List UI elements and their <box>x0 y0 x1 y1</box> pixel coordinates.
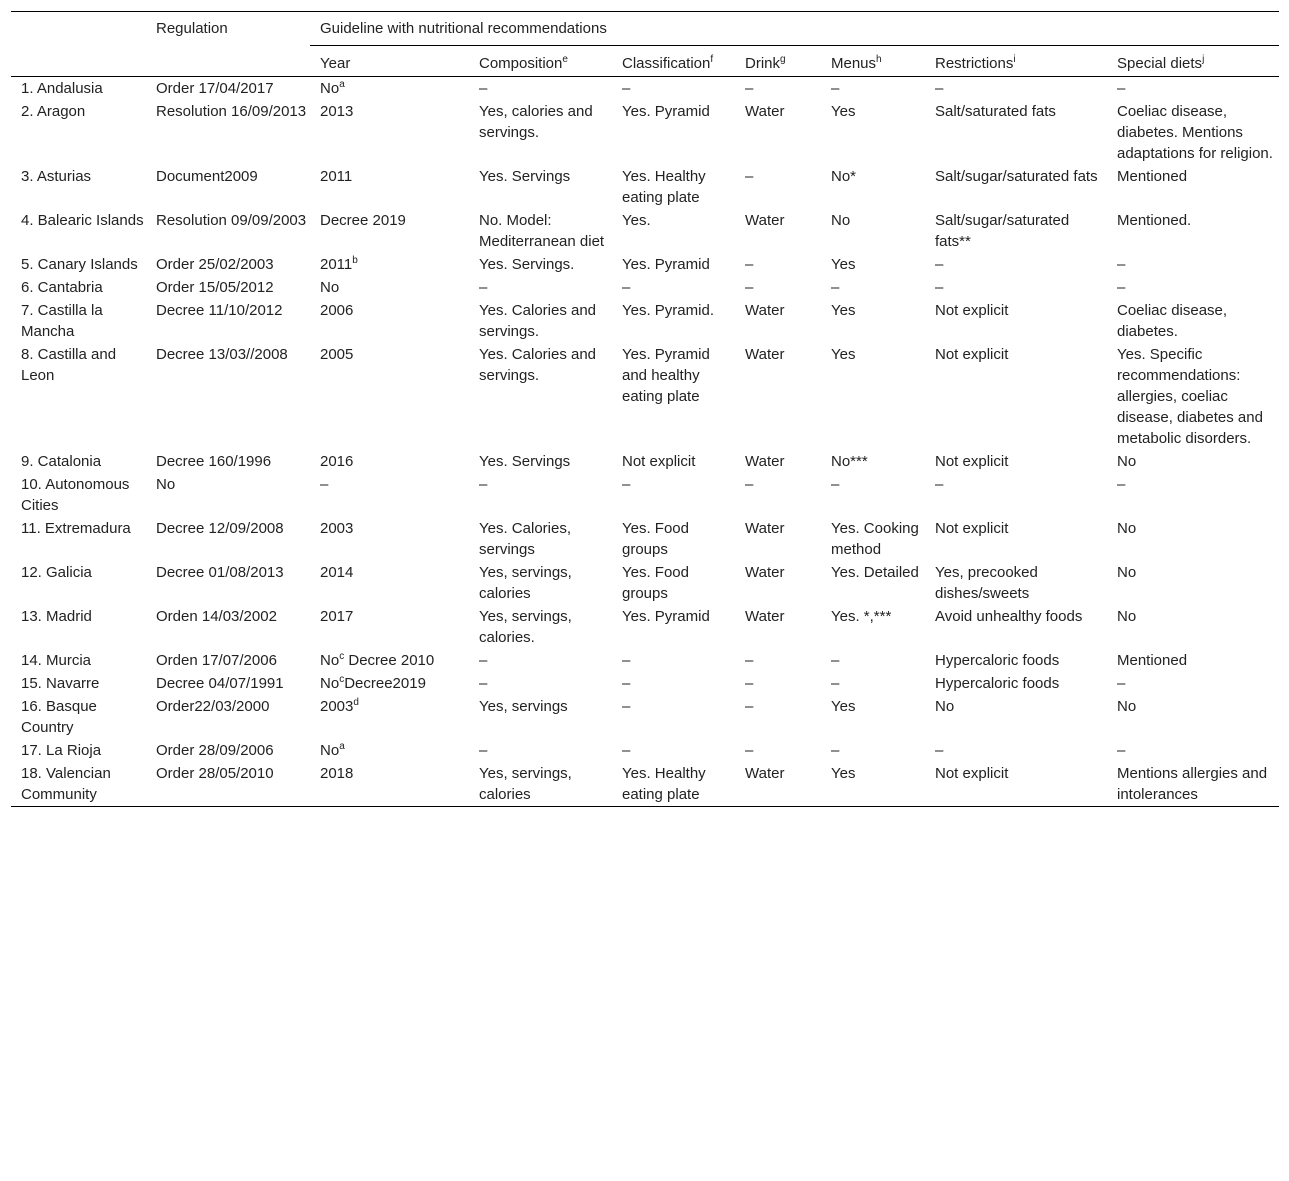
nutrition-regulation-table <box>11 11 1279 807</box>
column-header-label: Special diets <box>1117 55 1203 72</box>
cell-classification: – <box>622 476 631 493</box>
cell-restrictions: Not explicit <box>935 520 1009 537</box>
cell-special: Yes. Specific recommendations: allergies, coeliac disease, diabetes and metabolic disorders. <box>1117 346 1263 447</box>
cell-text: 2014 <box>320 564 354 581</box>
cell-year <box>310 209 469 253</box>
cell-composition: Yes. Servings <box>479 453 571 470</box>
cell-region: 12. Galicia <box>21 564 92 581</box>
cell-regulation: Order 15/05/2012 <box>156 279 274 296</box>
cell-menus: Yes <box>831 103 856 120</box>
cell-composition: Yes. Servings. <box>479 256 575 273</box>
cell-regulation: Resolution 09/09/2003 <box>156 212 307 229</box>
cell-classification: Yes. Healthy eating plate <box>612 762 735 807</box>
cell-menus: – <box>831 652 840 669</box>
cell-composition: – <box>479 279 488 296</box>
cell-classification: Yes. Food groups <box>622 520 689 558</box>
cell-regulation: Decree 01/08/2013 <box>156 564 284 581</box>
footnote-mark: g <box>780 54 786 65</box>
table-row <box>11 276 1279 299</box>
table-row <box>11 473 1279 517</box>
cell-special: No <box>1117 698 1137 715</box>
cell-restrictions: – <box>935 80 944 97</box>
cell-region: 1. Andalusia <box>21 80 103 97</box>
cell-special: Mentioned <box>1117 168 1188 185</box>
cell-text: 2018 <box>320 765 354 782</box>
cell-menus: Yes <box>821 762 925 807</box>
cell-regulation: Order 28/09/2006 <box>156 742 274 759</box>
cell-text: No <box>320 742 340 759</box>
column-header-composition <box>469 46 612 77</box>
cell-regulation: Order22/03/2000 <box>156 698 270 715</box>
cell-region: 2. Aragon <box>21 103 86 120</box>
cell-classification: Yes. Pyramid. <box>622 302 714 319</box>
cell-composition: Yes, servings, calories <box>469 762 612 807</box>
cell-text: 2003 <box>320 698 354 715</box>
cell-special: – <box>1117 476 1126 493</box>
cell-restrictions: Not explicit <box>925 762 1107 807</box>
cell-regulation: Decree 04/07/1991 <box>156 675 284 692</box>
footnote-mark: e <box>562 54 568 65</box>
cell-composition: Yes. Calories and servings. <box>479 302 597 340</box>
cell-year <box>310 739 469 762</box>
cell-drink: – <box>745 698 754 715</box>
cell-special: – <box>1117 279 1126 296</box>
cell-region: 13. Madrid <box>21 608 92 625</box>
cell-restrictions: Salt/sugar/saturated fats** <box>935 212 1070 250</box>
cell-classification: – <box>622 80 631 97</box>
column-header-label: Menus <box>831 55 877 72</box>
cell-regulation: Decree 13/03//2008 <box>156 346 288 363</box>
cell-special: Coeliac disease, diabetes. Mentions adaptations for religion. <box>1117 103 1273 162</box>
cell-year <box>310 299 469 343</box>
cell-restrictions: Salt/sugar/saturated fats <box>935 168 1098 185</box>
cell-region: 16. Basque Country <box>21 698 97 736</box>
cell-year <box>310 253 469 276</box>
cell-restrictions: – <box>935 279 944 296</box>
cell-drink: – <box>745 279 754 296</box>
cell-year <box>310 165 469 209</box>
cell-text: No <box>320 675 340 692</box>
cell-menus: Yes. Cooking method <box>831 520 919 558</box>
cell-region: 9. Catalonia <box>21 453 102 470</box>
column-header-label: Restrictions <box>935 55 1014 72</box>
cell-drink: – <box>745 80 754 97</box>
cell-menus: No*** <box>831 453 868 470</box>
cell-region: 11. Extremadura <box>21 520 131 537</box>
cell-drink: Water <box>735 762 821 807</box>
cell-menus: – <box>831 675 840 692</box>
cell-drink: – <box>745 675 754 692</box>
cell-drink: – <box>745 168 754 185</box>
cell-restrictions: No <box>935 698 955 715</box>
cell-year <box>310 561 469 605</box>
cell-text: No <box>320 80 340 97</box>
table-row <box>11 517 1279 561</box>
column-header-drink <box>735 46 821 77</box>
cell-text: No <box>320 279 340 296</box>
cell-composition: – <box>479 476 488 493</box>
table-row <box>11 77 1279 101</box>
column-header-label: Classification <box>622 55 711 72</box>
cell-regulation: Resolution 16/09/2013 <box>156 103 307 120</box>
column-header-classification <box>612 46 735 77</box>
cell-classification: Yes. Pyramid <box>622 103 710 120</box>
cell-restrictions: – <box>935 742 944 759</box>
cell-text: 2005 <box>320 346 354 363</box>
cell-special: – <box>1117 675 1126 692</box>
cell-region: 14. Murcia <box>21 652 92 669</box>
cell-drink: – <box>745 256 754 273</box>
cell-drink: – <box>745 742 754 759</box>
cell-restrictions: – <box>935 476 944 493</box>
footnote-mark: c <box>339 651 345 662</box>
cell-restrictions: Avoid unhealthy foods <box>935 608 1083 625</box>
cell-year <box>310 517 469 561</box>
cell-composition: – <box>479 742 488 759</box>
cell-classification: – <box>622 742 631 759</box>
cell-regulation: Decree 160/1996 <box>156 453 272 470</box>
cell-region: 17. La Rioja <box>21 742 102 759</box>
column-header-label: Year <box>320 55 351 72</box>
cell-menus: Yes. Detailed <box>831 564 919 581</box>
cell-composition: Yes, servings <box>479 698 568 715</box>
cell-composition: – <box>479 652 488 669</box>
cell-composition: – <box>479 80 488 97</box>
table-row <box>11 253 1279 276</box>
cell-special: No <box>1117 564 1137 581</box>
cell-region: 3. Asturias <box>21 168 92 185</box>
cell-classification: – <box>622 652 631 669</box>
cell-drink: – <box>745 476 754 493</box>
cell-menus: Yes <box>831 302 856 319</box>
empty-header-cell <box>11 12 146 46</box>
cell-menus: Yes. *,*** <box>831 608 892 625</box>
table-row <box>11 100 1279 165</box>
cell-text: No <box>320 652 340 669</box>
cell-year <box>310 450 469 473</box>
cell-restrictions: Salt/saturated fats <box>935 103 1056 120</box>
cell-year <box>310 473 469 517</box>
cell-year <box>310 649 469 672</box>
cell-special: – <box>1117 256 1126 273</box>
footnote-mark: h <box>876 54 882 65</box>
cell-classification: – <box>622 279 631 296</box>
cell-drink: Water <box>745 608 785 625</box>
cell-composition: – <box>479 675 488 692</box>
cell-composition: Yes, calories and servings. <box>479 103 593 141</box>
footnote-mark: c <box>339 674 345 685</box>
column-header-restrictions <box>925 46 1107 77</box>
column-header-special-diets <box>1107 46 1279 77</box>
cell-restrictions: Hypercaloric foods <box>935 675 1060 692</box>
cell-composition: No. Model: Mediterranean diet <box>479 212 605 250</box>
footnote-mark: a <box>339 79 345 90</box>
cell-drink: Water <box>745 453 785 470</box>
cell-restrictions: – <box>935 256 944 273</box>
cell-year <box>310 100 469 165</box>
cell-drink: Water <box>745 520 785 537</box>
cell-special: Coeliac disease, diabetes. <box>1117 302 1228 340</box>
table-row <box>11 605 1279 649</box>
cell-special: Mentions allergies and intolerances <box>1107 762 1279 807</box>
table-row <box>11 739 1279 762</box>
cell-special: No <box>1117 520 1137 537</box>
cell-year <box>310 672 469 695</box>
cell-regulation: Order 17/04/2017 <box>156 80 274 97</box>
cell-special: Mentioned <box>1117 652 1188 669</box>
guideline-header: Guideline with nutritional recommendations <box>310 12 1279 46</box>
cell-restrictions: Not explicit <box>935 453 1009 470</box>
cell-classification: Yes. Food groups <box>622 564 689 602</box>
cell-text: Decree2019 <box>344 675 426 692</box>
cell-region: 6. Cantabria <box>21 279 103 296</box>
cell-special: Mentioned. <box>1117 212 1192 229</box>
cell-text: Decree 2019 <box>320 212 406 229</box>
cell-region: 7. Castilla la Mancha <box>21 302 103 340</box>
cell-text: 2011 <box>320 168 353 185</box>
cell-regulation: Decree 11/10/2012 <box>156 302 283 319</box>
footnote-mark: j <box>1202 54 1205 65</box>
cell-composition: Yes. Servings <box>479 168 571 185</box>
cell-text: 2006 <box>320 302 354 319</box>
cell-drink: Water <box>745 212 785 229</box>
cell-menus: – <box>831 742 840 759</box>
footnote-mark: b <box>352 255 358 266</box>
table-row <box>11 165 1279 209</box>
subheader-row <box>11 46 1279 77</box>
table-row <box>11 450 1279 473</box>
cell-regulation: Decree 12/09/2008 <box>156 520 284 537</box>
column-header-menus <box>821 46 925 77</box>
column-header-label: Composition <box>479 55 563 72</box>
cell-restrictions: Not explicit <box>935 346 1009 363</box>
cell-restrictions: Not explicit <box>935 302 1009 319</box>
cell-composition: Yes. Calories, servings <box>479 520 571 558</box>
cell-year <box>310 762 469 807</box>
table-row <box>11 672 1279 695</box>
column-header-label: Drink <box>745 55 781 72</box>
cell-drink: Water <box>745 302 785 319</box>
cell-regulation: Order 25/02/2003 <box>156 256 274 273</box>
cell-restrictions: Hypercaloric foods <box>935 652 1060 669</box>
cell-menus: – <box>831 279 840 296</box>
cell-text: Decree 2010 <box>344 652 435 669</box>
cell-text: 2017 <box>320 608 354 625</box>
footnote-mark: d <box>353 697 359 708</box>
cell-regulation: No <box>156 476 176 493</box>
cell-drink: – <box>745 652 754 669</box>
cell-classification: Not explicit <box>622 453 696 470</box>
cell-menus: No* <box>831 168 857 185</box>
cell-regulation: Orden 17/07/2006 <box>156 652 277 669</box>
cell-year <box>310 343 469 450</box>
cell-year <box>310 276 469 299</box>
cell-classification: Yes. <box>622 212 651 229</box>
table-row <box>11 209 1279 253</box>
cell-menus: Yes <box>831 346 856 363</box>
table-row <box>11 299 1279 343</box>
cell-region: 5. Canary Islands <box>21 256 138 273</box>
cell-drink: Water <box>745 103 785 120</box>
cell-classification: Yes. Pyramid <box>622 608 710 625</box>
cell-classification: Yes. Healthy eating plate <box>622 168 706 206</box>
cell-composition: Yes. Calories and servings. <box>479 346 597 384</box>
cell-special: – <box>1117 742 1126 759</box>
cell-composition: Yes, servings, calories. <box>479 608 572 646</box>
table-row <box>11 762 1279 807</box>
table-row <box>11 343 1279 450</box>
footnote-mark: f <box>710 54 714 65</box>
footnote-mark: a <box>339 741 345 752</box>
cell-year <box>310 77 469 101</box>
cell-text: – <box>320 476 329 493</box>
cell-region: 15. Navarre <box>21 675 100 692</box>
cell-text: 2016 <box>320 453 354 470</box>
cell-region: 8. Castilla and Leon <box>21 346 117 384</box>
cell-menus: – <box>831 80 840 97</box>
table-row <box>11 695 1279 739</box>
cell-restrictions: Yes, precooked dishes/sweets <box>935 564 1038 602</box>
cell-text: 2003 <box>320 520 354 537</box>
regulation-header: Regulation <box>146 12 310 46</box>
table-body <box>11 77 1279 807</box>
cell-region: 18. Valencian Community <box>11 762 146 807</box>
column-header-year <box>310 46 469 77</box>
cell-menus: Yes <box>831 256 856 273</box>
cell-classification: Yes. Pyramid <box>622 256 710 273</box>
cell-region: 4. Balearic Islands <box>21 212 144 229</box>
table-row <box>11 561 1279 605</box>
cell-menus: Yes <box>831 698 856 715</box>
table-row <box>11 649 1279 672</box>
cell-special: – <box>1117 80 1126 97</box>
cell-classification: – <box>622 698 631 715</box>
cell-regulation: Orden 14/03/2002 <box>156 608 277 625</box>
cell-text: 2011 <box>320 256 353 273</box>
cell-special: No <box>1117 453 1137 470</box>
cell-classification: Yes. Pyramid and healthy eating plate <box>622 346 710 405</box>
cell-special: No <box>1117 608 1137 625</box>
cell-menus: – <box>831 476 840 493</box>
cell-regulation: Order 28/05/2010 <box>146 762 310 807</box>
cell-classification: – <box>622 675 631 692</box>
cell-composition: Yes, servings, calories <box>479 564 572 602</box>
cell-year <box>310 605 469 649</box>
cell-text: 2013 <box>320 103 354 120</box>
cell-drink: Water <box>745 346 785 363</box>
cell-menus: No <box>831 212 851 229</box>
cell-drink: Water <box>745 564 785 581</box>
cell-region: 10. Autonomous Cities <box>21 476 130 514</box>
cell-year <box>310 695 469 739</box>
cell-regulation: Document2009 <box>156 168 258 185</box>
footnote-mark: i <box>1013 54 1016 65</box>
